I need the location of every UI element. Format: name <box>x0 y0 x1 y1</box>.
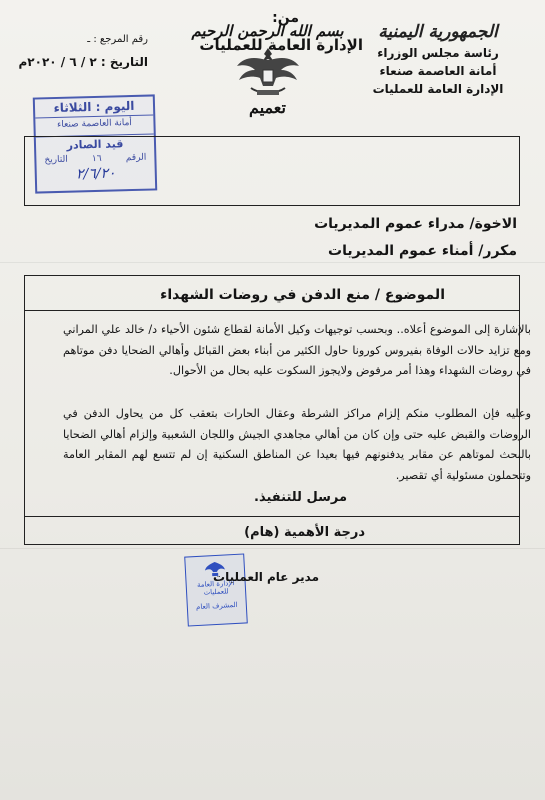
republic-name: الجمهورية اليمنية <box>378 22 498 42</box>
seal-line-1: الإدارة العامة للعمليات <box>196 579 235 597</box>
header-line-2: أمانة العاصمة صنعاء <box>379 64 497 78</box>
header-line-3: الإدارة العامة للعمليات <box>372 82 504 96</box>
stamp-org: أمانة العاصمة صنعاء <box>35 114 153 130</box>
signature-title: مدير عام العمليات <box>213 570 319 584</box>
fold-line <box>0 548 545 549</box>
recipient-line-2: مكرر/ أمناء عموم المديريات <box>328 243 517 259</box>
from-section <box>24 136 520 206</box>
document-date: التاريخ : ٢ / ٦ / ٢٠٢٠م <box>18 55 148 69</box>
stamp-date-label: التاريخ <box>44 154 68 166</box>
from-label: من: <box>272 10 299 26</box>
official-seal <box>184 553 248 626</box>
stamp-number-value: ١٦ <box>91 153 102 165</box>
body-paragraph-2: وعليه فإن المطلوب منكم إلزام مراكز الشرطة وعقال الحارات بتعقب كل من يحاول الدفن في الروضات والقبض عليه حتى وإن كان من أهالي مجاهدي الجيش واللجان الشعبية وإلزام أهالي الضحايا بالبحث لموتاهم عن مقابر يدفنونهم فيها بعيدا عن المناطق السكنية إن لم تتسع لهم المقابر العامة وتتحملون مسئولية أي تقصير. <box>63 407 531 482</box>
recipient-line-1: الاخوة/ مدراء عموم المديريات <box>314 216 517 232</box>
stamp-day: اليوم : الثلاثاء <box>53 98 135 116</box>
seal-line-2: المشرف العام <box>195 600 238 612</box>
stamp-number-label: الرقم <box>125 152 147 164</box>
stamp-handwritten-date: ٢/٦/٢٠ <box>75 165 116 183</box>
subject-divider <box>25 310 519 311</box>
document-type: تعميم <box>249 98 286 117</box>
header-left-block <box>18 34 148 79</box>
subject-title: الموضوع / منع الدفن في روضات الشهداء <box>160 287 445 303</box>
basmala: بسم الله الرحمن الرحيم <box>191 22 344 40</box>
reference-number: رقم المرجع : ـ <box>87 34 148 45</box>
from-value: الإدارة العامة للعمليات <box>199 36 363 54</box>
stamp-registry: قيد الصادر <box>36 133 154 152</box>
body-paragraph-1: بالإشارة إلى الموضوع أعلاه.. وبحسب توجيهات وكيل الأمانة لقطاع شئون الأحياء د/ خالد علي المراني ومع تزايد حالات الوفاة بفيروس كورونا حاول الكثير من أبناء بعض القبائل وأهالي الضحايا دفن موتاهم في روضات الشهداء وهذا أمر مرفوض ولايجوز السكوت عليه بحال من الأحوال. <box>63 323 531 377</box>
header-right-block <box>353 22 523 96</box>
importance-level: درجة الأهمية (هام) <box>244 525 365 540</box>
importance-divider <box>25 516 519 517</box>
header-line-1: رئاسة مجلس الوزراء <box>377 46 499 60</box>
fold-line <box>0 262 545 263</box>
send-for-execution: مرسل للتنفيذ. <box>254 490 347 505</box>
